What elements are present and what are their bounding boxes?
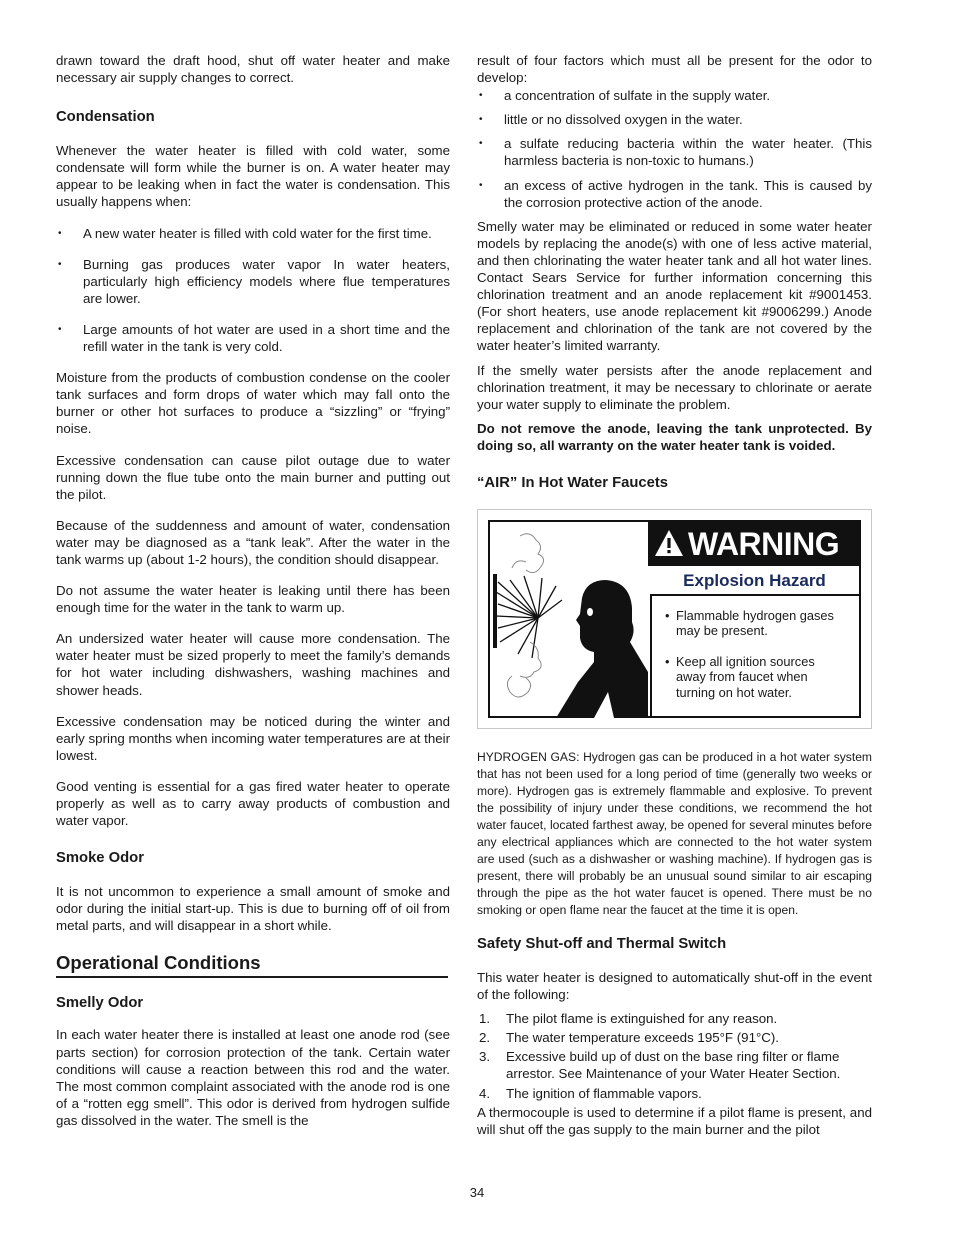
condensation-paragraph: Excessive condensation may be noticed during the winter and early spring months when incoming water temperatures are at their lowest. — [56, 713, 450, 763]
explosion-hazard-title: Explosion Hazard — [650, 568, 859, 596]
safety-list-item — [477, 1029, 872, 1046]
safety-list-item — [477, 1010, 872, 1027]
alert-triangle-icon — [654, 529, 684, 557]
condensation-paragraph: Do not assume the water heater is leaking until there has been enough time for the water in the tank to warm up. — [56, 583, 450, 616]
list-text: The ignition of flammable vapors. — [506, 1085, 702, 1101]
page-number: 34 — [469, 1185, 485, 1200]
smelly-odor-paragraph: In each water heater there is installed at least one anode rod (see parts section) for corrosion protection of the tank. Certain water conditions will cause a reaction between this rod and the water. The most common complaint associated with the anode rod is one of a “rotten egg smell”. This odor is derived from hydrogen sulfide gas dissolved in the water. The smell is the — [56, 1027, 450, 1128]
right-column — [477, 52, 872, 1138]
list-text: The pilot flame is extinguished for any reason. — [506, 1011, 778, 1027]
air-faucets-heading: “AIR” In Hot Water Faucets — [477, 474, 669, 491]
condensation-bullet: • Burning gas produces water vapor In water heaters, particularly high efficiency models where flue temperatures are lower. — [56, 256, 450, 307]
smelly-odor-heading: Smelly Odor — [56, 995, 144, 1012]
hazard-item: • Flammable hydrogen gases may be present. — [665, 607, 834, 639]
list-number: 3. — [479, 1049, 491, 1065]
condensation-paragraph: Moisture from the products of combustion condense on the cooler tank surfaces and form drops of water which may fall onto the burner or other hot surfaces to produce a “sizzling” or “frying” noise. — [56, 370, 450, 437]
explosion-figure-icon — [490, 522, 648, 718]
condensation-paragraph: Excessive condensation can cause pilot outage due to water running down the flue tube onto the main burner and putting out the pilot. — [56, 452, 450, 502]
smoke-odor-heading: Smoke Odor — [56, 850, 144, 867]
hazard-item-text: Flammable hydrogen gases may be present. — [676, 607, 834, 639]
hazard-item: • Keep all ignition sources away from faucet when turning on hot water. — [665, 653, 815, 700]
intro-paragraph: drawn toward the draft hood, shut off water heater and make necessary air supply changes to correct. — [56, 53, 450, 86]
warning-label — [477, 509, 872, 729]
odor-factor-item: • a concentration of sulfate in the supply water. — [477, 87, 872, 104]
safety-paragraph: This water heater is designed to automatically shut-off in the event of the following: — [477, 969, 872, 1003]
thermocouple-paragraph: A thermocouple is used to determine if a pilot flame is present, and will shut off the gas supply to the main burner and the pilot — [477, 1104, 872, 1137]
left-column — [56, 52, 450, 1129]
condensation-heading: Condensation — [56, 109, 155, 126]
warning-banner — [648, 522, 861, 566]
anode-paragraph: Smelly water may be eliminated or reduced in some water heater models by replacing the anode(s) with one of less active material, and then chlorinating the water heater tank and all hot water lines. Contact Sears Service for further information concerning this chlorination treatment and an anode replacement kit #9001453. (For short heaters, use anode replacement kit #9006299.) Anode replacement and chlorination of the tank are not covered by the water heater’s limited warranty. — [477, 218, 872, 354]
list-number: 1. — [479, 1011, 491, 1027]
list-text: Excessive build up of dust on the base ring filter or flame arrestor. See Maintenance of your Water Heater Section. — [506, 1049, 841, 1082]
warning-inner-frame — [488, 520, 861, 718]
condensation-bullet: • A new water heater is filled with cold water for the first time. — [56, 225, 450, 242]
right-intro-paragraph: result of four factors which must all be present for the odor to develop: — [477, 53, 872, 86]
list-number: 4. — [479, 1085, 491, 1101]
hazard-list — [650, 596, 859, 718]
condensation-paragraph: Good venting is essential for a gas fired water heater to operate properly as well as to carry away products of combustion and water vapor. — [56, 778, 450, 829]
odor-factor-item: • little or no dissolved oxygen in the water. — [477, 111, 872, 128]
list-text: The water temperature exceeds 195°F (91°C). — [506, 1030, 780, 1046]
warranty-warning: Do not remove the anode, leaving the tank unprotected. By doing so, all warranty on the water heater tank is voided. — [477, 420, 872, 453]
hydrogen-gas-paragraph: HYDROGEN GAS: Hydrogen gas can be produced in a hot water system that has not been used for a long period of time (generally two weeks or more). Hydrogen gas is extremely flammable and explosive. To prevent the possibility of injury under these conditions, we recommend the hot water faucet, located farthest away, be opened for several minutes before any electrical appliances which are connected to the hot water system are used (such as a dishwasher or washing machine). If hydrogen gas is present, there will probably be an unusual sound similar to air escaping through the pipe as the hot water faucet is opened. There must be no smoking or open flame near the faucet at the time it is open. — [477, 749, 872, 917]
odor-factor-item: • a sulfate reducing bacteria within the water heater. (This harmless bacteria is non-toxic to humans.) — [477, 135, 872, 169]
smoke-odor-paragraph: It is not uncommon to experience a small amount of smoke and odor during the initial start-up. This is due to burning off of oil from metal parts, and will disappear in a short while. — [56, 884, 450, 934]
hazard-item-text: Keep all ignition sources away from faucet when turning on hot water. — [676, 653, 815, 700]
condensation-paragraph: Because of the suddenness and amount of water, condensation water may be diagnosed as a “tank leak”. After the water in the tank warms up (about 1-2 hours), the condition should disappear. — [56, 517, 450, 567]
safety-list-item — [477, 1048, 872, 1082]
operational-conditions-heading: Operational Conditions — [56, 952, 448, 978]
persist-paragraph: If the smelly water persists after the anode replacement and chlorination treatment, it may be necessary to chlorinate or aerate your water supply to eliminate the problem. — [477, 362, 872, 412]
condensation-bullet: • Large amounts of hot water are used in a short time and the refill water in the tank is very cold. — [56, 321, 450, 355]
condensation-paragraph: Whenever the water heater is filled with cold water, some condensate will form while the burner is on. A water heater may appear to be leaking when in fact the water is condensation. This usually happens when: — [56, 143, 450, 210]
odor-factor-item: • an excess of active hydrogen in the tank. This is caused by the corrosion protective action of the anode. — [477, 177, 872, 211]
safety-shutoff-heading: Safety Shut-off and Thermal Switch — [477, 935, 727, 952]
condensation-paragraph: An undersized water heater will cause more condensation. The water heater must be sized properly to meet the family’s demands for hot water including dishwashers, washing machines and shower heads. — [56, 631, 450, 698]
warning-banner-text: WARNING — [688, 525, 840, 562]
list-number: 2. — [479, 1030, 491, 1046]
hydrogen-gas-block — [477, 749, 872, 919]
safety-list-item — [477, 1085, 872, 1102]
